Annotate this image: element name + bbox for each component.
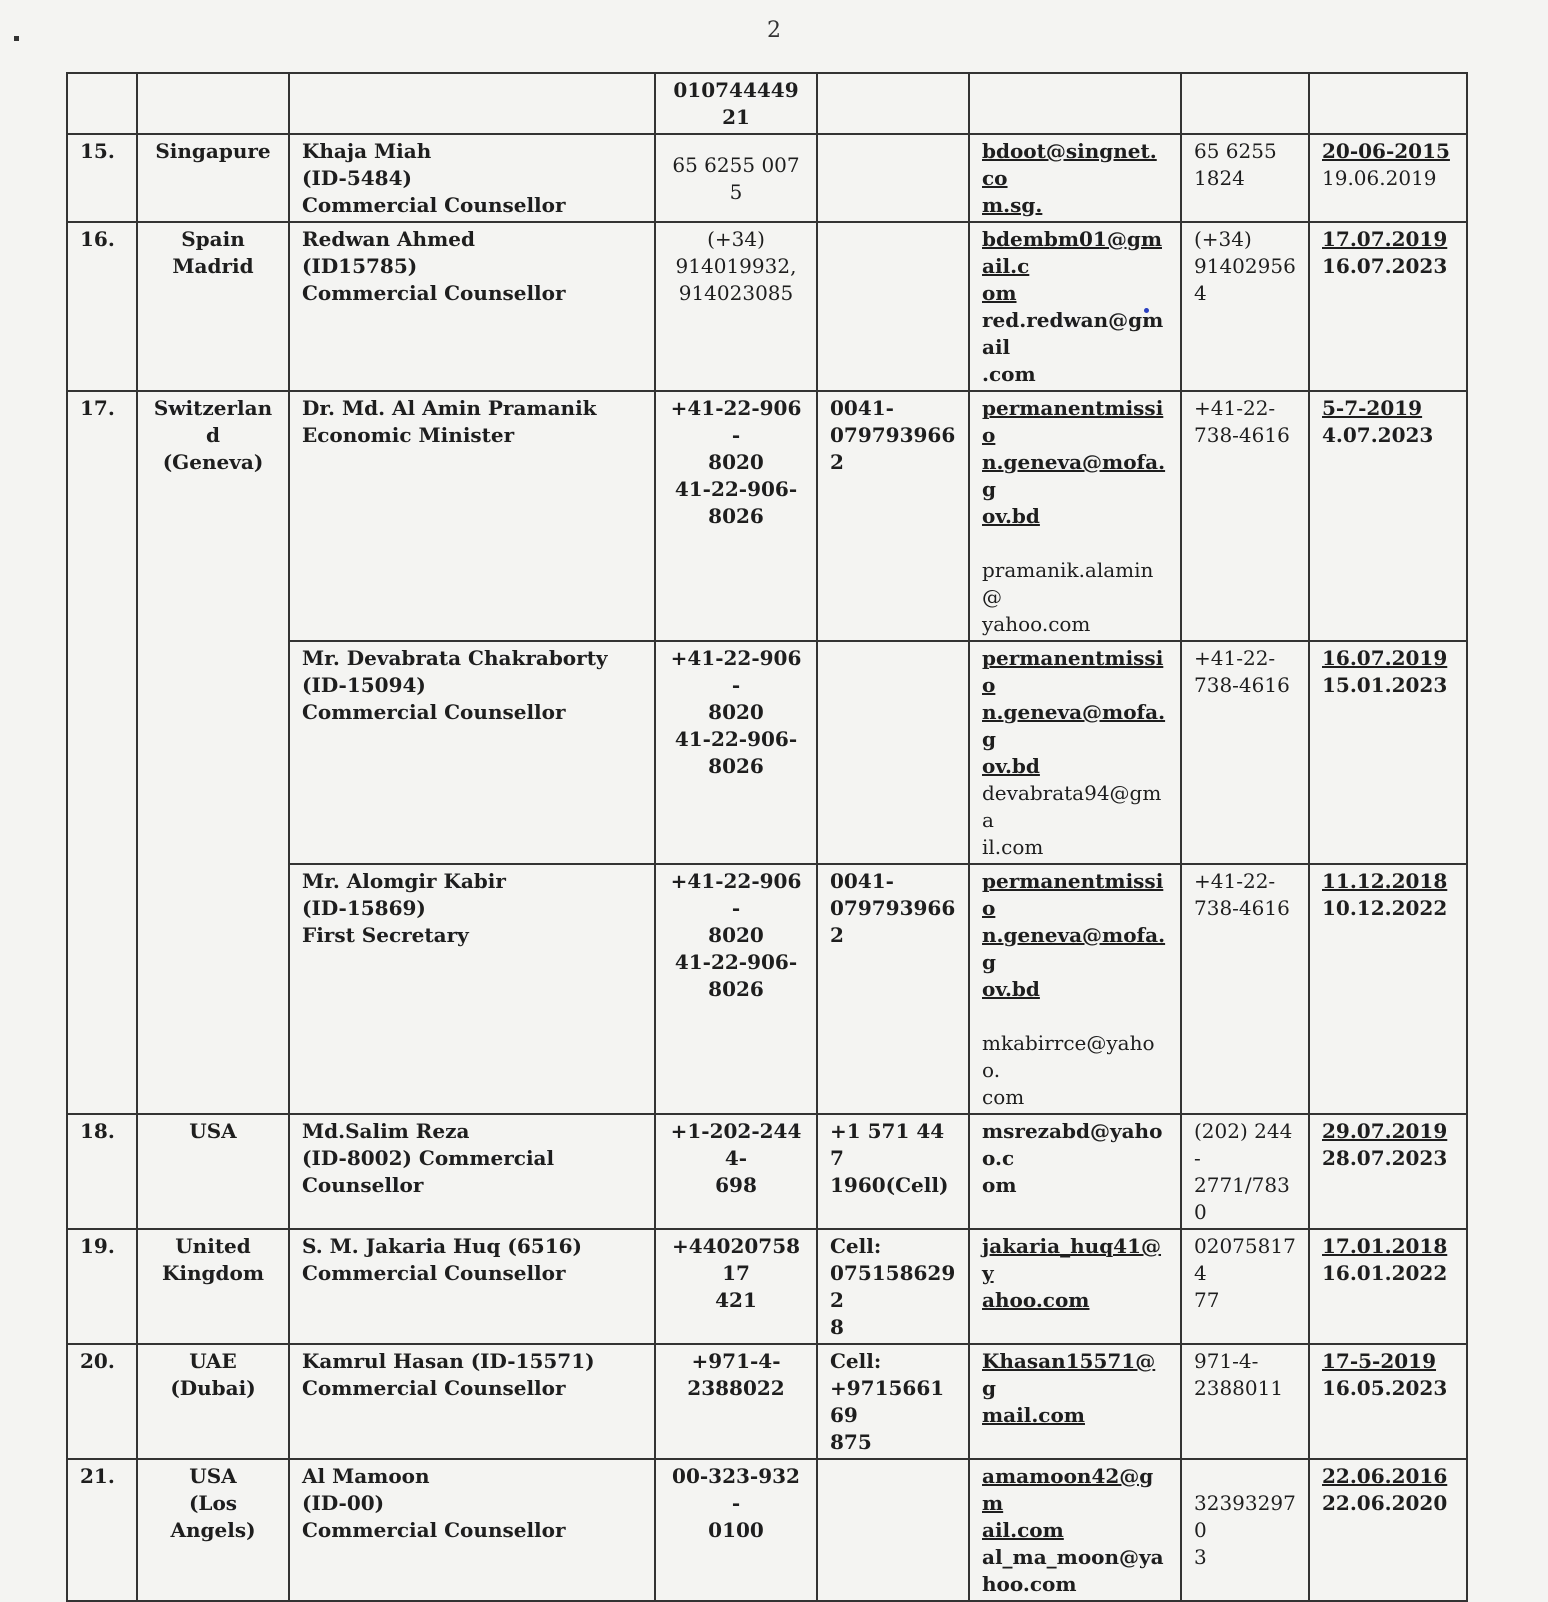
email-link[interactable]: n.geneva@mofa.g — [982, 450, 1166, 501]
email-cell — [969, 1459, 1181, 1601]
mobile-cell: 0041- 0797939662 — [817, 391, 969, 641]
email-link[interactable]: permanentmissio — [982, 869, 1164, 920]
email-link[interactable]: jakaria_huq41@y — [982, 1234, 1162, 1285]
email-cell — [969, 134, 1181, 222]
table-row — [67, 73, 1467, 134]
country-cell: USA (Los Angels) — [137, 1459, 289, 1601]
mobile-cell — [817, 134, 969, 222]
scan-mark — [14, 36, 19, 41]
fax-cell: +41-22- 738-4616 — [1181, 391, 1309, 641]
email-cell — [969, 864, 1181, 1114]
country-cell: United Kingdom — [137, 1229, 289, 1344]
table-row — [67, 134, 1467, 222]
email-link[interactable]: m.sg. — [982, 193, 1043, 217]
email-text[interactable]: mkabirrce@yahoo. — [982, 1031, 1155, 1082]
officials-table — [66, 72, 1468, 1602]
email-link[interactable]: mail.com — [982, 1403, 1085, 1427]
mobile-cell — [817, 73, 969, 134]
fax-cell: 971-4- 2388011 — [1181, 1344, 1309, 1459]
email-cell — [969, 73, 1181, 134]
country-cell: USA — [137, 1114, 289, 1229]
email-link[interactable]: n.geneva@mofa.g — [982, 923, 1166, 974]
table-row — [67, 1229, 1467, 1344]
telephone-cell: +41-22-906- 8020 41-22-906- 8026 — [655, 641, 817, 864]
email-link[interactable]: bdembm01@gmail.c — [982, 227, 1162, 278]
fax-cell — [1181, 73, 1309, 134]
email-link[interactable]: permanentmissio — [982, 396, 1164, 447]
email-text[interactable]: com — [982, 1085, 1025, 1109]
country-cell: Spain Madrid — [137, 222, 289, 391]
telephone-cell: +41-22-906- 8020 41-22-906- 8026 — [655, 391, 817, 641]
email-link[interactable]: n.geneva@mofa.g — [982, 700, 1166, 751]
email-text[interactable]: yahoo.com — [982, 612, 1091, 636]
telephone-cell: +41-22-906- 8020 41-22-906- 8026 — [655, 864, 817, 1114]
serial-cell: 18. — [67, 1114, 137, 1229]
fax-cell: 323932970 3 — [1181, 1459, 1309, 1601]
email-link[interactable]: ahoo.com — [982, 1288, 1090, 1312]
email-link[interactable]: Khasan15571@g — [982, 1349, 1156, 1400]
dates-cell: 22.06.2016 22.06.2020 — [1309, 1459, 1467, 1601]
page-number: 2 — [767, 18, 781, 43]
email-cell — [969, 641, 1181, 864]
mobile-cell — [817, 222, 969, 391]
table-row — [67, 222, 1467, 391]
official-cell: Al Mamoon (ID-00) Commercial Counsellor — [289, 1459, 655, 1601]
fax-cell: (+34) 914029564 — [1181, 222, 1309, 391]
official-cell: Redwan Ahmed (ID15785) Commercial Counsellor — [289, 222, 655, 391]
email-text[interactable]: red.redwan@gmail — [982, 308, 1164, 359]
country-cell: Switzerland (Geneva) — [137, 391, 289, 1114]
email-cell — [969, 391, 1181, 641]
email-link[interactable]: bdoot@singnet.co — [982, 139, 1157, 190]
country-cell: Singapure — [137, 134, 289, 222]
serial-cell — [67, 73, 137, 134]
table-row — [67, 1459, 1467, 1601]
serial-cell: 20. — [67, 1344, 137, 1459]
email-link[interactable]: permanentmissio — [982, 646, 1164, 697]
telephone-cell: +971-4- 2388022 — [655, 1344, 817, 1459]
email-cell — [969, 1344, 1181, 1459]
table-row — [67, 391, 1467, 641]
fax-cell: +41-22- 738-4616 — [1181, 864, 1309, 1114]
serial-cell: 19. — [67, 1229, 137, 1344]
serial-cell: 21. — [67, 1459, 137, 1601]
email-link[interactable]: ov.bd — [982, 504, 1040, 528]
fax-cell: (202) 244- 2771/7830 — [1181, 1114, 1309, 1229]
dates-cell: 20-06-2015 19.06.2019 — [1309, 134, 1467, 222]
email-link[interactable]: amamoon42@gm — [982, 1464, 1154, 1515]
table-row — [67, 1114, 1467, 1229]
telephone-cell: +4402075817 421 — [655, 1229, 817, 1344]
email-cell — [969, 222, 1181, 391]
email-text[interactable]: hoo.com — [982, 1572, 1077, 1596]
country-cell — [137, 73, 289, 134]
email-cell — [969, 1114, 1181, 1229]
fax-cell: +41-22- 738-4616 — [1181, 641, 1309, 864]
official-cell: Md.Salim Reza (ID-8002) Commercial Counsellor — [289, 1114, 655, 1229]
telephone-cell: (+34) 914019932, 914023085 — [655, 222, 817, 391]
email-link[interactable]: ov.bd — [982, 977, 1040, 1001]
mobile-cell — [817, 1459, 969, 1601]
dates-cell: 16.07.2019 15.01.2023 — [1309, 641, 1467, 864]
email-text[interactable]: om — [982, 1173, 1017, 1197]
official-cell: Mr. Alomgir Kabir (ID-15869) First Secretary — [289, 864, 655, 1114]
email-link[interactable]: ov.bd — [982, 754, 1040, 778]
dates-cell: 17.01.2018 16.01.2022 — [1309, 1229, 1467, 1344]
email-text[interactable]: il.com — [982, 835, 1044, 859]
dates-cell: 5-7-2019 4.07.2023 — [1309, 391, 1467, 641]
official-cell — [289, 73, 655, 134]
dates-cell: 29.07.2019 28.07.2023 — [1309, 1114, 1467, 1229]
telephone-cell: +1-202-2444- 698 — [655, 1114, 817, 1229]
email-text[interactable]: al_ma_moon@ya — [982, 1545, 1164, 1569]
email-text[interactable]: .com — [982, 362, 1036, 386]
serial-cell: 15. — [67, 134, 137, 222]
email-link[interactable]: ail.com — [982, 1518, 1064, 1542]
dates-cell: 17.07.2019 16.07.2023 — [1309, 222, 1467, 391]
dates-cell — [1309, 73, 1467, 134]
official-cell: Mr. Devabrata Chakraborty (ID-15094) Commercial Counsellor — [289, 641, 655, 864]
mobile-cell — [817, 641, 969, 864]
serial-cell: 17. — [67, 391, 137, 1114]
table-row — [67, 1344, 1467, 1459]
country-cell: UAE (Dubai) — [137, 1344, 289, 1459]
official-cell: Khaja Miah (ID-5484) Commercial Counsellor — [289, 134, 655, 222]
mobile-cell: Cell: 0751586292 8 — [817, 1229, 969, 1344]
mobile-cell: 0041- 0797939662 — [817, 864, 969, 1114]
official-cell: Dr. Md. Al Amin Pramanik Economic Minister — [289, 391, 655, 641]
telephone-cell: 65 6255 0075 — [655, 134, 817, 222]
official-cell: Kamrul Hasan (ID-15571) Commercial Counsellor — [289, 1344, 655, 1459]
serial-cell: 16. — [67, 222, 137, 391]
telephone-cell: 00-323-932- 0100 — [655, 1459, 817, 1601]
email-link[interactable]: om — [982, 281, 1017, 305]
email-cell — [969, 1229, 1181, 1344]
mobile-cell: +1 571 447 1960(Cell) — [817, 1114, 969, 1229]
dates-cell: 11.12.2018 10.12.2022 — [1309, 864, 1467, 1114]
mobile-cell: Cell: +971566169 875 — [817, 1344, 969, 1459]
email-text[interactable]: msrezabd@yahoo.c — [982, 1119, 1163, 1170]
telephone-cell: 01074444921 — [655, 73, 817, 134]
email-text[interactable]: pramanik.alamin@ — [982, 558, 1154, 609]
official-cell: S. M. Jakaria Huq (6516) Commercial Counsellor — [289, 1229, 655, 1344]
email-text[interactable]: devabrata94@gma — [982, 781, 1162, 832]
fax-cell: 65 6255 1824 — [1181, 134, 1309, 222]
fax-cell: 020758174 77 — [1181, 1229, 1309, 1344]
dates-cell: 17-5-2019 16.05.2023 — [1309, 1344, 1467, 1459]
